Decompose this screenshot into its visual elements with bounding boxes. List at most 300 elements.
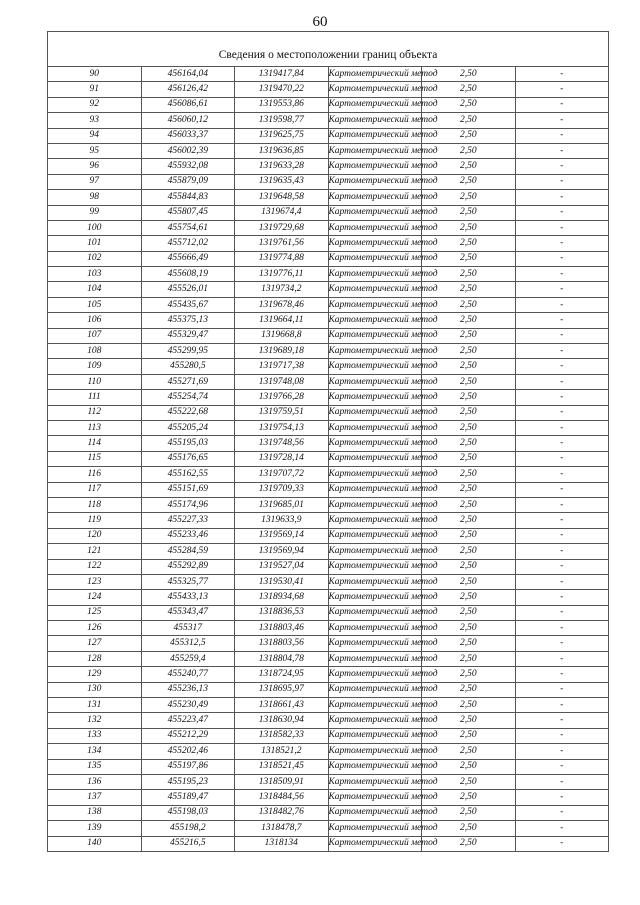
- description-cell: -: [515, 344, 609, 359]
- point-number-cell: 137: [48, 790, 142, 805]
- point-number-cell: 100: [48, 220, 142, 235]
- description-cell: -: [515, 667, 609, 682]
- point-number-cell: 140: [48, 836, 142, 851]
- accuracy-cell: 2,50: [422, 67, 516, 82]
- description-cell: -: [515, 728, 609, 743]
- description-cell: -: [515, 113, 609, 128]
- accuracy-cell: 2,50: [422, 328, 516, 343]
- table-row: [48, 374, 609, 389]
- description-cell: -: [515, 436, 609, 451]
- y-coordinate-cell: 1318836,53: [235, 605, 329, 620]
- table-row: [48, 759, 609, 774]
- accuracy-cell: 2,50: [422, 267, 516, 282]
- accuracy-cell: 2,50: [422, 359, 516, 374]
- table-row: [48, 774, 609, 789]
- table-row: [48, 467, 609, 482]
- method-cell: Картометрический метод: [328, 513, 422, 528]
- method-cell: Картометрический метод: [328, 559, 422, 574]
- method-cell: Картометрический метод: [328, 159, 422, 174]
- point-number-cell: 136: [48, 774, 142, 789]
- y-coordinate-cell: 1319674,4: [235, 205, 329, 220]
- page-number: 60: [312, 14, 328, 30]
- point-number-cell: 133: [48, 728, 142, 743]
- point-number-cell: 102: [48, 251, 142, 266]
- description-cell: -: [515, 574, 609, 589]
- description-cell: -: [515, 143, 609, 158]
- x-coordinate-cell: 455205,24: [141, 420, 235, 435]
- method-cell: Картометрический метод: [328, 713, 422, 728]
- method-cell: Картометрический метод: [328, 790, 422, 805]
- point-number-cell: 135: [48, 759, 142, 774]
- table-row: [48, 159, 609, 174]
- description-cell: -: [515, 559, 609, 574]
- table-row: [48, 636, 609, 651]
- y-coordinate-cell: 1319734,2: [235, 282, 329, 297]
- point-number-cell: 117: [48, 482, 142, 497]
- accuracy-cell: 2,50: [422, 205, 516, 220]
- x-coordinate-cell: 455259,4: [141, 651, 235, 666]
- y-coordinate-cell: 1319668,8: [235, 328, 329, 343]
- method-cell: Картометрический метод: [328, 544, 422, 559]
- y-coordinate-cell: 1319748,08: [235, 374, 329, 389]
- accuracy-cell: 2,50: [422, 405, 516, 420]
- y-coordinate-cell: 1319664,11: [235, 313, 329, 328]
- description-cell: -: [515, 590, 609, 605]
- method-cell: Картометрический метод: [328, 682, 422, 697]
- method-cell: Картометрический метод: [328, 651, 422, 666]
- y-coordinate-cell: 1319761,56: [235, 236, 329, 251]
- description-cell: -: [515, 174, 609, 189]
- accuracy-cell: 2,50: [422, 143, 516, 158]
- accuracy-cell: 2,50: [422, 544, 516, 559]
- method-cell: Картометрический метод: [328, 113, 422, 128]
- point-number-cell: 92: [48, 97, 142, 112]
- point-number-cell: 127: [48, 636, 142, 651]
- point-number-cell: 90: [48, 67, 142, 82]
- point-number-cell: 95: [48, 143, 142, 158]
- method-cell: Картометрический метод: [328, 528, 422, 543]
- point-number-cell: 97: [48, 174, 142, 189]
- table-title: Сведения о местоположении границ объекта: [48, 32, 609, 67]
- accuracy-cell: 2,50: [422, 559, 516, 574]
- x-coordinate-cell: 456002,39: [141, 143, 235, 158]
- method-cell: Картометрический метод: [328, 436, 422, 451]
- y-coordinate-cell: 1319717,38: [235, 359, 329, 374]
- point-number-cell: 129: [48, 667, 142, 682]
- x-coordinate-cell: 455198,2: [141, 821, 235, 836]
- x-coordinate-cell: 455608,19: [141, 267, 235, 282]
- table-row: [48, 174, 609, 189]
- x-coordinate-cell: 455162,55: [141, 467, 235, 482]
- point-number-cell: 104: [48, 282, 142, 297]
- table-row: [48, 698, 609, 713]
- point-number-cell: 122: [48, 559, 142, 574]
- table-row: [48, 359, 609, 374]
- accuracy-cell: 2,50: [422, 698, 516, 713]
- x-coordinate-cell: 455317: [141, 621, 235, 636]
- description-cell: -: [515, 67, 609, 82]
- method-cell: Картометрический метод: [328, 143, 422, 158]
- description-cell: -: [515, 390, 609, 405]
- x-coordinate-cell: 455202,46: [141, 744, 235, 759]
- description-cell: -: [515, 251, 609, 266]
- table-row: [48, 667, 609, 682]
- method-cell: Картометрический метод: [328, 390, 422, 405]
- accuracy-cell: 2,50: [422, 313, 516, 328]
- y-coordinate-cell: 1318484,56: [235, 790, 329, 805]
- method-cell: Картометрический метод: [328, 667, 422, 682]
- y-coordinate-cell: 1319633,28: [235, 159, 329, 174]
- accuracy-cell: 2,50: [422, 821, 516, 836]
- table-row: [48, 420, 609, 435]
- table-row: [48, 313, 609, 328]
- table-row: [48, 67, 609, 82]
- method-cell: Картометрический метод: [328, 328, 422, 343]
- method-cell: Картометрический метод: [328, 744, 422, 759]
- description-cell: -: [515, 790, 609, 805]
- accuracy-cell: 2,50: [422, 497, 516, 512]
- method-cell: Картометрический метод: [328, 451, 422, 466]
- x-coordinate-cell: 455271,69: [141, 374, 235, 389]
- y-coordinate-cell: 1319625,75: [235, 128, 329, 143]
- table-row: [48, 513, 609, 528]
- point-number-cell: 116: [48, 467, 142, 482]
- table-row: [48, 205, 609, 220]
- method-cell: Картометрический метод: [328, 374, 422, 389]
- x-coordinate-cell: 455280,5: [141, 359, 235, 374]
- method-cell: Картометрический метод: [328, 636, 422, 651]
- method-cell: Картометрический метод: [328, 82, 422, 97]
- x-coordinate-cell: 455174,96: [141, 497, 235, 512]
- description-cell: -: [515, 282, 609, 297]
- point-number-cell: 123: [48, 574, 142, 589]
- accuracy-cell: 2,50: [422, 636, 516, 651]
- point-number-cell: 128: [48, 651, 142, 666]
- x-coordinate-cell: 455844,83: [141, 190, 235, 205]
- description-cell: -: [515, 759, 609, 774]
- x-coordinate-cell: 455932,08: [141, 159, 235, 174]
- description-cell: -: [515, 544, 609, 559]
- accuracy-cell: 2,50: [422, 728, 516, 743]
- x-coordinate-cell: 455435,67: [141, 297, 235, 312]
- accuracy-cell: 2,50: [422, 574, 516, 589]
- description-cell: -: [515, 220, 609, 235]
- description-cell: -: [515, 636, 609, 651]
- method-cell: Картометрический метод: [328, 344, 422, 359]
- y-coordinate-cell: 1319707,72: [235, 467, 329, 482]
- method-cell: Картометрический метод: [328, 482, 422, 497]
- y-coordinate-cell: 1319470,22: [235, 82, 329, 97]
- x-coordinate-cell: 455325,77: [141, 574, 235, 589]
- accuracy-cell: 2,50: [422, 590, 516, 605]
- description-cell: -: [515, 405, 609, 420]
- y-coordinate-cell: 1318803,46: [235, 621, 329, 636]
- x-coordinate-cell: 455195,03: [141, 436, 235, 451]
- description-cell: -: [515, 374, 609, 389]
- point-number-cell: 111: [48, 390, 142, 405]
- accuracy-cell: 2,50: [422, 251, 516, 266]
- table-row: [48, 836, 609, 851]
- method-cell: Картометрический метод: [328, 405, 422, 420]
- y-coordinate-cell: 1319527,04: [235, 559, 329, 574]
- table-row: [48, 436, 609, 451]
- x-coordinate-cell: 455233,46: [141, 528, 235, 543]
- x-coordinate-cell: 455879,09: [141, 174, 235, 189]
- y-coordinate-cell: 1319598,77: [235, 113, 329, 128]
- accuracy-cell: 2,50: [422, 97, 516, 112]
- y-coordinate-cell: 1318478,7: [235, 821, 329, 836]
- x-coordinate-cell: 455197,86: [141, 759, 235, 774]
- x-coordinate-cell: 455712,02: [141, 236, 235, 251]
- accuracy-cell: 2,50: [422, 128, 516, 143]
- y-coordinate-cell: 1319709,33: [235, 482, 329, 497]
- y-coordinate-cell: 1318509,91: [235, 774, 329, 789]
- accuracy-cell: 2,50: [422, 174, 516, 189]
- y-coordinate-cell: 1319766,28: [235, 390, 329, 405]
- method-cell: Картометрический метод: [328, 313, 422, 328]
- point-number-cell: 109: [48, 359, 142, 374]
- table-row: [48, 605, 609, 620]
- table-row: [48, 190, 609, 205]
- y-coordinate-cell: 1319635,43: [235, 174, 329, 189]
- description-cell: -: [515, 821, 609, 836]
- accuracy-cell: 2,50: [422, 667, 516, 682]
- point-number-cell: 138: [48, 805, 142, 820]
- point-number-cell: 126: [48, 621, 142, 636]
- x-coordinate-cell: 455433,13: [141, 590, 235, 605]
- accuracy-cell: 2,50: [422, 190, 516, 205]
- method-cell: Картометрический метод: [328, 774, 422, 789]
- point-number-cell: 139: [48, 821, 142, 836]
- method-cell: Картометрический метод: [328, 97, 422, 112]
- method-cell: Картометрический метод: [328, 728, 422, 743]
- accuracy-cell: 2,50: [422, 82, 516, 97]
- x-coordinate-cell: 455195,23: [141, 774, 235, 789]
- x-coordinate-cell: 455216,5: [141, 836, 235, 851]
- method-cell: Картометрический метод: [328, 759, 422, 774]
- accuracy-cell: 2,50: [422, 744, 516, 759]
- method-cell: Картометрический метод: [328, 205, 422, 220]
- description-cell: -: [515, 528, 609, 543]
- table-row: [48, 143, 609, 158]
- description-cell: -: [515, 774, 609, 789]
- y-coordinate-cell: 1319748,56: [235, 436, 329, 451]
- x-coordinate-cell: 455666,49: [141, 251, 235, 266]
- method-cell: Картометрический метод: [328, 267, 422, 282]
- x-coordinate-cell: 455754,61: [141, 220, 235, 235]
- x-coordinate-cell: 456126,42: [141, 82, 235, 97]
- table-row: [48, 405, 609, 420]
- method-cell: Картометрический метод: [328, 467, 422, 482]
- table-row: [48, 344, 609, 359]
- method-cell: Картометрический метод: [328, 359, 422, 374]
- x-coordinate-cell: 455227,33: [141, 513, 235, 528]
- accuracy-cell: 2,50: [422, 344, 516, 359]
- point-number-cell: 131: [48, 698, 142, 713]
- y-coordinate-cell: 1318724,95: [235, 667, 329, 682]
- y-coordinate-cell: 1319728,14: [235, 451, 329, 466]
- table-row: [48, 590, 609, 605]
- table-row: [48, 682, 609, 697]
- x-coordinate-cell: 455230,49: [141, 698, 235, 713]
- table-row: [48, 621, 609, 636]
- accuracy-cell: 2,50: [422, 774, 516, 789]
- description-cell: -: [515, 482, 609, 497]
- description-cell: -: [515, 297, 609, 312]
- table-row: [48, 728, 609, 743]
- accuracy-cell: 2,50: [422, 682, 516, 697]
- description-cell: -: [515, 605, 609, 620]
- y-coordinate-cell: 1318482,76: [235, 805, 329, 820]
- point-number-cell: 118: [48, 497, 142, 512]
- y-coordinate-cell: 1318661,43: [235, 698, 329, 713]
- description-cell: -: [515, 205, 609, 220]
- description-cell: -: [515, 267, 609, 282]
- accuracy-cell: 2,50: [422, 836, 516, 851]
- table-row: [48, 651, 609, 666]
- x-coordinate-cell: 455343,47: [141, 605, 235, 620]
- point-number-cell: 124: [48, 590, 142, 605]
- description-cell: -: [515, 451, 609, 466]
- accuracy-cell: 2,50: [422, 113, 516, 128]
- accuracy-cell: 2,50: [422, 759, 516, 774]
- y-coordinate-cell: 1319648,58: [235, 190, 329, 205]
- description-cell: -: [515, 420, 609, 435]
- accuracy-cell: 2,50: [422, 436, 516, 451]
- point-number-cell: 113: [48, 420, 142, 435]
- method-cell: Картометрический метод: [328, 251, 422, 266]
- table-row: [48, 236, 609, 251]
- description-cell: -: [515, 190, 609, 205]
- method-cell: Картометрический метод: [328, 128, 422, 143]
- method-cell: Картометрический метод: [328, 805, 422, 820]
- y-coordinate-cell: 1318521,45: [235, 759, 329, 774]
- table-row: [48, 220, 609, 235]
- point-number-cell: 119: [48, 513, 142, 528]
- point-number-cell: 114: [48, 436, 142, 451]
- x-coordinate-cell: 455375,13: [141, 313, 235, 328]
- description-cell: -: [515, 236, 609, 251]
- y-coordinate-cell: 1318695,97: [235, 682, 329, 697]
- table-row: [48, 482, 609, 497]
- x-coordinate-cell: 456033,37: [141, 128, 235, 143]
- table-row: [48, 805, 609, 820]
- table-row: [48, 251, 609, 266]
- y-coordinate-cell: 1319678,46: [235, 297, 329, 312]
- table-row: [48, 297, 609, 312]
- y-coordinate-cell: 1319774,88: [235, 251, 329, 266]
- x-coordinate-cell: 455212,29: [141, 728, 235, 743]
- accuracy-cell: 2,50: [422, 420, 516, 435]
- point-number-cell: 105: [48, 297, 142, 312]
- x-coordinate-cell: 455198,03: [141, 805, 235, 820]
- method-cell: Картометрический метод: [328, 282, 422, 297]
- accuracy-cell: 2,50: [422, 605, 516, 620]
- description-cell: -: [515, 497, 609, 512]
- description-cell: -: [515, 313, 609, 328]
- method-cell: Картометрический метод: [328, 67, 422, 82]
- table-row: [48, 744, 609, 759]
- point-number-cell: 134: [48, 744, 142, 759]
- method-cell: Картометрический метод: [328, 836, 422, 851]
- table-row: [48, 282, 609, 297]
- x-coordinate-cell: 455189,47: [141, 790, 235, 805]
- x-coordinate-cell: 455284,59: [141, 544, 235, 559]
- table-row: [48, 390, 609, 405]
- description-cell: -: [515, 805, 609, 820]
- point-number-cell: 108: [48, 344, 142, 359]
- point-number-cell: 125: [48, 605, 142, 620]
- method-cell: Картометрический метод: [328, 574, 422, 589]
- accuracy-cell: 2,50: [422, 790, 516, 805]
- y-coordinate-cell: 1319776,11: [235, 267, 329, 282]
- description-cell: -: [515, 698, 609, 713]
- table-row: [48, 451, 609, 466]
- point-number-cell: 99: [48, 205, 142, 220]
- point-number-cell: 120: [48, 528, 142, 543]
- description-cell: -: [515, 621, 609, 636]
- y-coordinate-cell: 1319569,14: [235, 528, 329, 543]
- method-cell: Картометрический метод: [328, 605, 422, 620]
- y-coordinate-cell: 1318582,33: [235, 728, 329, 743]
- description-cell: -: [515, 513, 609, 528]
- x-coordinate-cell: 456086,61: [141, 97, 235, 112]
- method-cell: Картометрический метод: [328, 420, 422, 435]
- table-row: [48, 267, 609, 282]
- description-cell: -: [515, 97, 609, 112]
- table-row: [48, 559, 609, 574]
- method-cell: Картометрический метод: [328, 190, 422, 205]
- x-coordinate-cell: 455240,77: [141, 667, 235, 682]
- table-row: [48, 574, 609, 589]
- accuracy-cell: 2,50: [422, 451, 516, 466]
- accuracy-cell: 2,50: [422, 467, 516, 482]
- point-number-cell: 130: [48, 682, 142, 697]
- x-coordinate-cell: 455312,5: [141, 636, 235, 651]
- x-coordinate-cell: 455176,65: [141, 451, 235, 466]
- accuracy-cell: 2,50: [422, 220, 516, 235]
- method-cell: Картометрический метод: [328, 297, 422, 312]
- x-coordinate-cell: 455526,01: [141, 282, 235, 297]
- accuracy-cell: 2,50: [422, 282, 516, 297]
- y-coordinate-cell: 1319689,18: [235, 344, 329, 359]
- accuracy-cell: 2,50: [422, 528, 516, 543]
- table-row: [48, 821, 609, 836]
- y-coordinate-cell: 1319417,84: [235, 67, 329, 82]
- point-number-cell: 110: [48, 374, 142, 389]
- point-number-cell: 94: [48, 128, 142, 143]
- x-coordinate-cell: 455254,74: [141, 390, 235, 405]
- point-number-cell: 121: [48, 544, 142, 559]
- boundary-table: [47, 31, 609, 852]
- accuracy-cell: 2,50: [422, 805, 516, 820]
- table-title-row: [48, 32, 609, 67]
- accuracy-cell: 2,50: [422, 513, 516, 528]
- method-cell: Картометрический метод: [328, 236, 422, 251]
- method-cell: Картометрический метод: [328, 497, 422, 512]
- x-coordinate-cell: 455299,95: [141, 344, 235, 359]
- y-coordinate-cell: 1318134: [235, 836, 329, 851]
- table-row: [48, 713, 609, 728]
- x-coordinate-cell: 456164,04: [141, 67, 235, 82]
- y-coordinate-cell: 1319569,94: [235, 544, 329, 559]
- method-cell: Картометрический метод: [328, 590, 422, 605]
- x-coordinate-cell: 455223,47: [141, 713, 235, 728]
- x-coordinate-cell: 455292,89: [141, 559, 235, 574]
- table-row: [48, 82, 609, 97]
- description-cell: -: [515, 159, 609, 174]
- table-row: [48, 97, 609, 112]
